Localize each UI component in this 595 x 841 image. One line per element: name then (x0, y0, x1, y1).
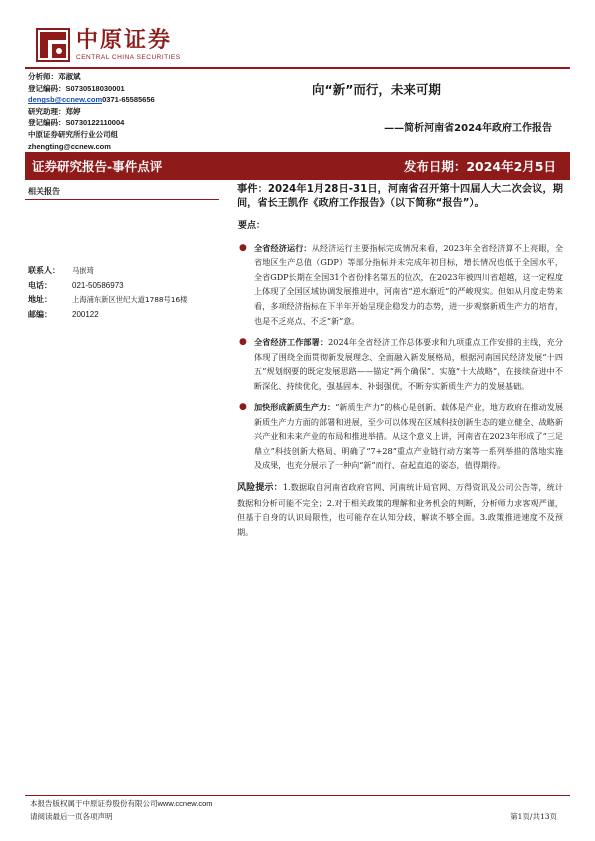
assistant-email-link[interactable]: zhengting@ccnew.com (28, 141, 111, 151)
bullet-icon: ● (239, 402, 247, 413)
report-type-label: 证券研究报告-事件点评 (32, 159, 163, 174)
contact-info (28, 264, 228, 322)
point-body: 从经济运行主要指标完成情况来看，2023年全省经济算不上亮眼，全省地区生产总值（GDP）等部分指标并未完成年初目标，增长情况也低于全国水平，全省GDP长期在全国31个省份排名第五的位次，在2023年被四川省超越，这一定程度上体现了全国区域协调发展推进中，河南省“逆水渐近”的严峻现实。但如从月度走势来看，多项经济指标在下半年开始呈现企稳发力的态势，进一步观察新质生产力的培育，也是不乏亮点、不乏“新”意。 (254, 242, 563, 326)
list-item (237, 241, 563, 328)
point-title: 全省经济工作部署： (254, 337, 329, 348)
copyright-text: 本报告版权属于中原证券股份有限公司 (30, 799, 158, 808)
list-item (237, 335, 563, 393)
footer-divider (25, 795, 570, 796)
website-link[interactable]: www.ccnew.com (157, 799, 213, 808)
company-logo (36, 28, 181, 62)
assistant-registration-line: 登记编码：S0730122110004 (28, 118, 125, 128)
copyright-line (30, 797, 557, 810)
risk-body: 1.数据取自河南省政府官网、河南统计局官网、万得资讯及公司公告等，统计数据和分析可能不完全；2.对于相关政策的理解和业务机会的判断，分析师力求客观严谨，但基于自身的认识局限性，也可能存在认知分歧，解读不够全面。3.政策推进速度不及预期。 (237, 482, 563, 537)
page-footer (30, 797, 557, 823)
report-subtitle: ——简析河南省2024年政府工作报告 (384, 123, 552, 134)
risk-warning (237, 480, 563, 539)
page-number: 第1页/共13页 (510, 812, 557, 821)
research-group-line: 中原证券研究所行业公司组 (28, 129, 118, 139)
contact-postcode-line: 邮编： 200122 (28, 309, 99, 319)
ccs-logo-icon (36, 28, 70, 62)
contact-person-line: 联系人： 马嵌琦 (28, 266, 94, 275)
assistant-name-line: 研究助理：郑婷 (28, 106, 81, 116)
list-item (237, 400, 563, 473)
analyst-phone: 0371-65585656 (102, 95, 155, 105)
key-points-list (237, 241, 563, 473)
key-points-heading: 要点： (238, 220, 266, 231)
related-reports-title: 相关报告 (28, 187, 60, 196)
publish-date: 发布日期：2024年2月5日 (403, 159, 556, 174)
disclaimer-note: 请阅读最后一页各项声明 (30, 812, 113, 821)
analyst-registration-line: 登记编码：S0730518030001 (28, 83, 125, 93)
point-title: 全省经济运行： (254, 242, 312, 253)
logo-name-en: CENTRAL CHINA SECURITIES (76, 54, 181, 61)
point-body: 2024年全省经济工作总体要求和九项重点工作安排的主线，充分体现了围绕全面贯彻新发展理念、全面融入新发展格局，根据河南国民经济发展“十四五”规划纲要的既定发展思路——锚定“两个确保”、实施“十大战略”，在接续奋进中不断深化、持续优化，强基固本、补弱强优，不断夯实新质生产力的发展基础。 (254, 337, 563, 391)
analyst-name-line: 分析师：邓淑斌 (28, 72, 81, 81)
report-headline: 向“新”而行，未来可期 (312, 82, 441, 97)
contact-phone-line: 电话： 021-50586973 (28, 280, 124, 290)
sidebar-divider (25, 199, 219, 200)
bullet-icon: ● (239, 242, 247, 253)
report-type-banner (25, 152, 570, 180)
analyst-contact-line (28, 94, 228, 106)
point-title: 加快形成新质生产力： (254, 402, 336, 413)
logo-name-cn: 中原证券 (76, 28, 173, 53)
main-content (237, 183, 563, 539)
risk-title: 风险提示： (237, 483, 283, 494)
contact-address-line: 地址： 上海浦东新区世纪大道1788号16楼 (28, 295, 188, 305)
analyst-email-link[interactable]: dengsb@ccnew.com (28, 95, 103, 105)
point-body: “新质生产力”的核心是创新、载体是产业，地方政府在推动发展新质生产力方面的部署和进展，至少可以体现在区域科技创新生态的建立健全、战略新兴产业和未来产业的布局和推进举措。从这个意义上讲，河南省在2023年形成了“三足鼎立”科技创新大格局、明确了“7+28”重点产业链行动方案等一系列举措的落地实施及成果，也充分展示了一种向“新”而行、奋起直追的姿态，值得期待。 (254, 402, 563, 471)
event-summary: 事件：2024年1月28日-31日，河南省召开第十四届人大二次会议，期间，省长王凯作《政府工作报告》（以下简称“报告”）。 (237, 184, 563, 210)
bullet-icon: ● (239, 337, 247, 348)
header-divider (25, 67, 570, 69)
analyst-info (28, 71, 228, 152)
assistant-email-line (28, 141, 228, 153)
